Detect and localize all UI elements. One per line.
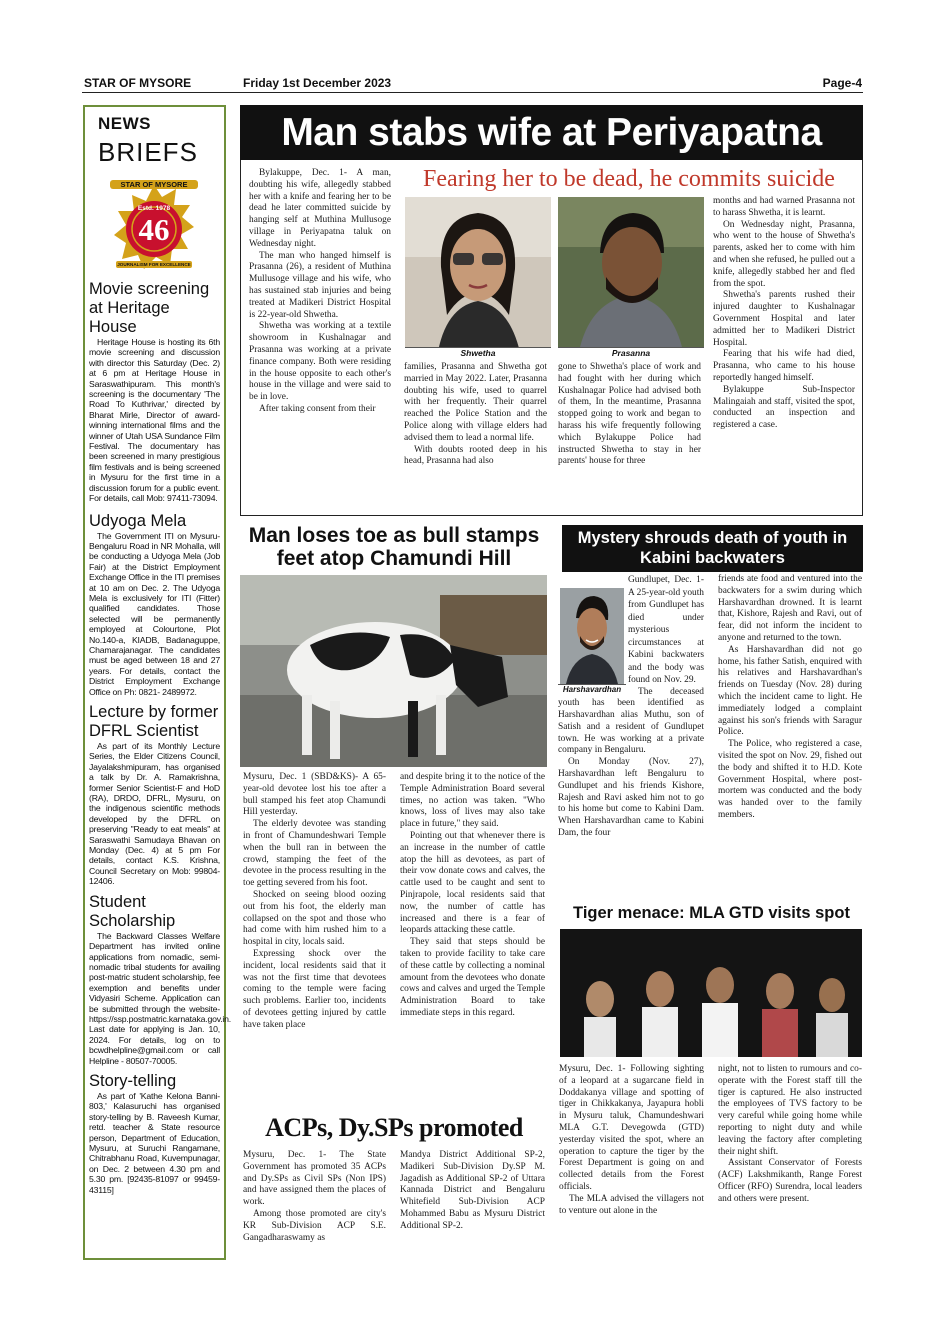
tiger-col-1 <box>559 1064 704 1217</box>
lead-col-2 <box>404 362 547 468</box>
kabini-paragraph: As Harshavardhan did not go home, his father Satish, enquired with his relatives and Harshavardhan's friends on Tuesday (Nov. 28) during which the incident came to light. He immediately lodged a complaint against his son's friends with Saragur Police. <box>718 644 862 738</box>
briefs-list <box>89 280 232 1195</box>
kabini-paragraph: friends ate food and ventured into the backwaters for a swim during which Harshavardhan drowned. It is learnt that, Kishore, Rajesh and Ravi, out of fear, did not inform the incident to anyone and returned to the town. <box>718 574 862 643</box>
news-briefs-sidebar <box>83 105 232 1260</box>
caption-harshavardhan: Harshavardhan <box>558 684 626 694</box>
acp-headline: ACPs, Dy.SPs promoted <box>265 1113 523 1142</box>
lead-paragraph: Fearing that his wife had died, Prasanna, who came to his house reportedly hanged himself. <box>713 349 855 383</box>
tiger-paragraph: The MLA advised the villagers not to venture out alone in the <box>559 1193 704 1216</box>
masthead-rule <box>82 92 863 93</box>
lead-paragraph: Bylakuppe, Dec. 1- A man, doubting his wife, allegedly stabbed her with a knife and fearing her to be dead he later committed suicide by hanging self at Muthina Mullusoge village in Periyapatna taluk on Wednesday night. <box>249 168 391 249</box>
tiger-paragraph: night, not to listen to rumours and co-operate with the Forest staff till the tiger is captured. He also instructed the employees of TVS factory to be very careful while going home while reporting to night duty and while leaving the factory after completing their night shift. <box>718 1064 862 1157</box>
acp-paragraph: Mandya District Additional SP-2, Madikeri Sub-Division Dy.SP M. Jagadish as Additional SP-2 of Uttara Kannada District and Bengaluru Whitefield Sub-Division ACP Mohammed Babu as Mysuru District Additional SP-2. <box>400 1150 545 1231</box>
acp-col-1 <box>243 1150 386 1244</box>
brief-text: As part of 'Kathe Kelona Banni-803,' Kalasuruchi has organised story-telling by B. Raveesh Kumar, retd. teacher & State resource person, Department of Education, Mysuru, at Suruchi Rangamane, Chitrabhanu Road, Kuvempunagar, on Dec. 2 between 4.30 pm and 5.30 pm. [92435-81097 or 99459-43115] <box>89 1090 220 1195</box>
kabini-photo-wrap-spacer <box>558 574 628 698</box>
bull-col-1 <box>243 772 386 1032</box>
bull-headline: Man loses toe as bull stamps feet atop Chamundi Hill <box>248 524 540 570</box>
logo-estd: Estd. 1978 <box>137 205 171 212</box>
lead-paragraph: Shwetha was working at a textile showroom in Kushalnagar and Prasanna was working at a private finance company. Both were residing in the house opposite to each other's house in the village and were said to be in love. <box>249 321 391 403</box>
lead-col-3 <box>558 362 701 468</box>
lead-headline: Man stabs wife at Periyapatna <box>281 111 822 154</box>
logo-number: 46 <box>138 212 170 247</box>
brief-text: The Backward Classes Welfare Department has invited online applications from nomadic, semi-nomadic tribal students for availing post-matric student scholarship, fee exemption and benefits under Vidyasiri Scheme. Application can be submitted through the website- https://ssp.postmatric.karnataka.gov.in. Last date for applying is Jan. 10, 2024. For details, log on to bcwdhelpline@gmail.com or call Helpline - 80507-70005. <box>89 930 232 1066</box>
bull-col-2 <box>400 772 545 1020</box>
lead-paragraph: On Wednesday night, Prasanna, who went to the house of Shwetha's parents, asked her to come with him and when she refused, he pulled out a knife, allegedly stabbed her and fled from the spot. <box>713 219 855 289</box>
bull-paragraph: Shocked on seeing blood oozing out from his foot, the elderly man collapsed on the spot and those who had come with him rushed him to a hospital in city, locals said. <box>243 889 386 948</box>
paper-name: STAR OF MYSORE <box>84 76 192 90</box>
brief-title: Student Scholarship <box>89 892 176 930</box>
photo-tiger-visit-graphic <box>560 929 862 1057</box>
lead-paragraph: With doubts rooted deep in his head, Prasanna had also <box>404 444 547 467</box>
lead-paragraph: families, Prasanna and Shwetha got married in May 2022. Later, Prasanna doubting his wife, used to quarrel with her frequently. Their quarrel reached the Police Station and the Police along with village elders had advised them to lead a normal life. <box>404 362 547 443</box>
kabini-headline: Mystery shrouds death of youth in Kabini backwaters <box>577 529 848 567</box>
kabini-paragraph: On Monday (Nov. 27), Harshavardhan left Bengaluru to Gundlupet and his friends Kishore, Rajesh and Ravi asked him not to go to his home but come to Kabini Dam. When Harshavardhan came to Kabini Dam, the four <box>558 757 704 839</box>
kabini-paragraph: The Police, who registered a case, visited the spot on Nov. 29, fished out the body and shifted it to H.D. Kote Government Hospital, where post-mortem was conducted and the body was handed over to the family members. <box>718 739 862 820</box>
brief-item <box>89 1072 220 1195</box>
bull-paragraph: The elderly devotee was standing in front of Chamundeshwari Temple when the bull ran in between the crowd, stamping the feet of the devotee in the process resulting in the toe getting severed from his foot. <box>243 819 386 889</box>
acp-paragraph: Among those promoted are city's KR Sub-Division ACP S.E. Gangadharaswamy as <box>243 1208 386 1243</box>
photo-bull <box>240 575 547 767</box>
kabini-headline-bar <box>562 525 863 572</box>
kabini-col-1 <box>558 574 704 840</box>
bull-paragraph: and despite bring it to the notice of the Temple Administration Board several times, no action was taken. "Who knows, loss of lives may also take place in future," they said. <box>400 772 545 830</box>
lead-paragraph: Shwetha's parents rushed their injured daughter to Kushalnagar Government Hospital and later admitted her to Madikeri District Hospital. <box>713 290 855 348</box>
page-number: Page-4 <box>822 76 862 90</box>
kabini-paragraph: Gundlupet, Dec. 1- A 25-year-old youth from Gundlupet has died under mysterious circumstances at Kabini backwaters and the body was found on Nov. 29. <box>628 575 704 685</box>
tiger-headline: Tiger menace: MLA GTD visits spot <box>573 904 850 922</box>
photo-shwetha <box>405 197 551 357</box>
lead-col-1 <box>249 168 391 416</box>
brief-text: As part of its Monthly Lecture Series, the Elder Citizens Council, Jayalakshmipuram, has organised a talk by Dr. A. Ramakrishna, former Senior Scientist-F and HoD (RA), DRDO, DFRL, Mysuru, on the indigenous scientific methods developed by the DFRL on preserving "Ready to eat meals" at Saraswathi Samudaya Bhavan on Monday (Dec. 4) at 5 pm For details, contact K.S. Krishna, Council Secretary on Mob: 99804-12406. <box>89 741 220 887</box>
lead-col-4 <box>713 196 855 432</box>
logo-top-text: STAR OF MYSORE <box>110 180 198 189</box>
photo-prasanna-graphic <box>558 197 704 347</box>
brief-title: Movie screening at Heritage House <box>89 280 210 336</box>
lead-paragraph: The man who hanged himself is Prasanna (26), a resident of Muthina Mullusoge village and his wife, who has sustained stab injuries and being treated at Madikeri District Hospital is 22-year-old Shwetha. <box>249 250 391 320</box>
news-label: NEWS <box>98 114 151 133</box>
tiger-col-2 <box>718 1064 862 1206</box>
acp-col-2 <box>400 1150 545 1233</box>
caption-prasanna: Prasanna <box>558 347 704 358</box>
tiger-paragraph: Mysuru, Dec. 1- Following sighting of a leopard at a sugarcane field in Doddakanya village and spotting of tiger in Chikkakanya, Jayapura hobli in Mysuru taluk, Chamundeshwari MLA G.T. Devegowda (GTD) yesterday visited the spot, where an operation to capture the tiger by the Forest Department is going on and collected details from the Forest officials. <box>559 1064 704 1192</box>
brief-item <box>89 703 220 887</box>
lead-paragraph: gone to Shwetha's place of work and had fought with her during which Kushalnagar Police had advised both of them, In the meantime, Prasanna stopped going to work and began to harass his wife frequently following which Bylakuppe Police had instructed Shwetha to stay in her parents' house for three <box>558 362 701 467</box>
bull-paragraph: They said that steps should be taken to provide facility to take care of these cattle by collecting a nominal amount from the devotees who donate cows and calves and urged the Temple Administration Board to take immediate steps in this regard. <box>400 937 545 1018</box>
brief-title: Udyoga Mela <box>89 511 187 530</box>
brief-title: Story-telling <box>89 1071 177 1090</box>
kabini-paragraph: The deceased youth has been identified as Harshavardhan alias Muthu, son of Satish and a resident of Gundlupet town. He was working at a private company in Bengaluru. <box>558 686 704 756</box>
bull-paragraph: Mysuru, Dec. 1 (SBD&KS)- A 65-year-old devotee lost his toe after a bull stamped his feet atop Chamundi Hill yesterday. <box>243 772 386 818</box>
acp-paragraph: Mysuru, Dec. 1- The State Government has promoted 35 ACPs and Dy.SPs as Civil SPs (Non IPS) and have assigned them the places of work. <box>243 1150 386 1208</box>
photo-shwetha-graphic <box>405 197 551 357</box>
brief-title: Lecture by former DFRL Scientist <box>89 703 219 740</box>
lead-headline-bar <box>240 105 863 160</box>
caption-shwetha: Shwetha <box>405 347 551 358</box>
lead-paragraph: Bylakuppe Sub-Inspector Malingaiah and staff, visited the spot, conducted an inspection and registered a case. <box>713 384 855 431</box>
photo-tiger-visit <box>560 929 862 1057</box>
issue-date: Friday 1st December 2023 <box>243 76 392 90</box>
brief-item <box>89 280 220 504</box>
lead-subhead: Fearing her to be dead, he commits suicide <box>423 166 835 192</box>
brief-text: Heritage House is hosting its 6th movie screening and discussion with director this Saturday (Dec. 2) at 6 pm at Heritage House in Saraswathipuram. This month's screening is the documentary 'The Road To Kuthrivar,' directed by Bharat Mirle, Director of award-winning international films and the winner of Utah USA Sundance Film Festival. The documentary has been screened in many prestigious film festivals and is being screened in Mysuru for the first time in a discussion forum for a public event. For details, call Mob: 97411-73094. <box>89 337 220 504</box>
photo-prasanna <box>558 197 704 347</box>
lead-paragraph: After taking consent from their <box>259 403 376 414</box>
lead-paragraph: months and had warned Prasanna not to harass Shwetha, it is learnt. <box>713 196 855 218</box>
tiger-paragraph: Assistant Conservator of Forests (ACF) Lakshmikanth, Range Forest Officer (RFO) Surendra, local leaders and others were present. <box>718 1158 862 1204</box>
kabini-col-2 <box>718 574 862 822</box>
brief-item <box>89 512 220 698</box>
brief-text: The Government ITI on Mysuru-Bengaluru Road in NR Mohalla, will be conducting a Udyoga Mela (Job Fair) at the District Employment Exchange Office in the ITI premises at 10 am on Dec. 2. The Udyoga Mela is exclusively for ITI (Fitter) qualified candidates. Those selected will be permanently employed at Colourtone, Plot No.140-a, KIADB, Badanaguppe, Chamarajanagar. The candidates must be aged between 18 and 27 years. For details, contact the District Employment Exchange Office on Ph: 0821- 2489972. <box>89 530 220 697</box>
logo-tagline: JOURNALISM FOR EXCELLENCE <box>117 262 191 267</box>
bull-paragraph: Pointing out that whenever there is an increase in the number of cattle atop the hill as devotees, as part of their vow donate cows and calves, the cattle used to be caught and sent to Pinjrapole, local residents said that now, the number of cattle has increased and there is a fear of leopards attacking these cattle. <box>400 830 545 936</box>
bull-paragraph: Expressing shock over the incident, local residents said that it was not the first time that devotees coming to the temple were facing such problems. Earlier too, incidents of devotees getting injured by cattle have taken place <box>243 948 386 1030</box>
anniversary-logo <box>110 179 198 279</box>
brief-item <box>89 892 232 1066</box>
briefs-label: BRIEFS <box>98 137 198 167</box>
photo-bull-graphic <box>240 575 547 767</box>
